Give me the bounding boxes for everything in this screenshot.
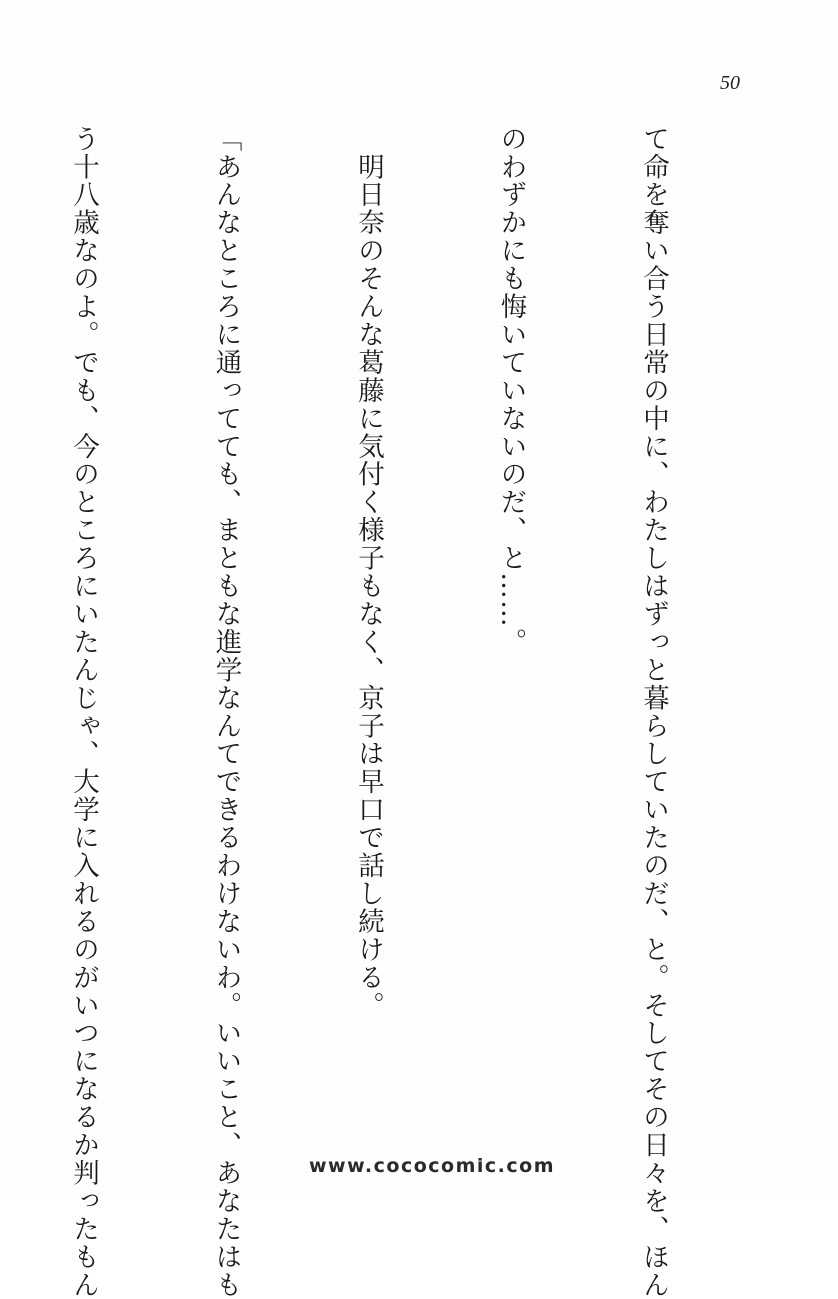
text-line: う十八歳なのよ。でも、今のところにいたんじゃ、大学に入れるのがいつになるか判ったもん (68, 125, 99, 1299)
text-line: 明日奈のそんな葛藤に気付く様子もなく、京子は早口で話し続ける。 (353, 125, 384, 1020)
text-line: て命を奪い合う日常の中に、わたしはずっと暮らしていたのだ、と。そしてその日々を、ほん (638, 125, 669, 1299)
text-line: のわずかにも悔いていないのだ、と……。 (495, 125, 527, 657)
page-number: 50 (720, 72, 740, 94)
watermark-url: www.cococomic.com (308, 1155, 555, 1177)
text-line: 「あんなところに通ってても、まともな進学なんてできるわけないわ。いいこと、あなたはも (210, 125, 242, 1299)
